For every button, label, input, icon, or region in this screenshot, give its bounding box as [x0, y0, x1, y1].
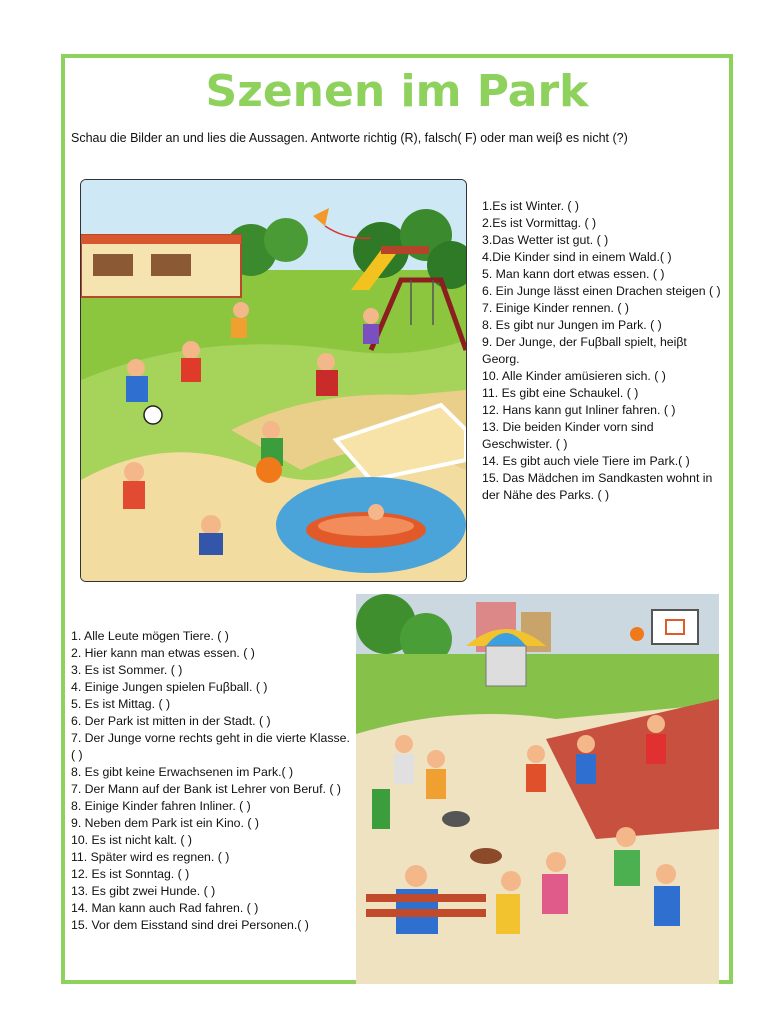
statement-2-4: 4. Einige Jungen spielen Fuβball. ( ) [71, 680, 268, 694]
statement-1-9: 9. Der Junge, der Fuβball spielt, heiβt Georg. [482, 335, 687, 366]
statement-2-1: 1. Alle Leute mögen Tiere. ( ) [71, 629, 229, 643]
statements-list-1 [482, 198, 722, 504]
statement-1-10: 10. Alle Kinder amüsieren sich. ( ) [482, 369, 666, 383]
statement-2-10: 8. Einige Kinder fahren Inliner. ( ) [71, 799, 251, 813]
statement-1-14: 14. Es gibt auch viele Tiere im Park.( ) [482, 454, 690, 468]
park-scene-illustration-2 [356, 594, 719, 984]
statement-2-15: 13. Es gibt zwei Hunde. ( ) [71, 884, 216, 898]
statement-2-13: 11. Später wird es regnen. ( ) [71, 850, 230, 864]
statement-1-13: 13. Die beiden Kinder vorn sind Geschwister. ( ) [482, 420, 654, 451]
statement-1-2: 2.Es ist Vormittag. ( ) [482, 216, 597, 230]
park-scene-illustration-1 [80, 179, 467, 582]
statement-1-3: 3.Das Wetter ist gut. ( ) [482, 233, 609, 247]
statement-1-15: 15. Das Mädchen im Sandkasten wohnt in der Nähe des Parks. ( ) [482, 471, 713, 502]
statement-2-7: 7. Der Junge vorne rechts geht in die vierte Klasse. ( ) [71, 731, 350, 762]
statement-2-5: 5. Es ist Mittag. ( ) [71, 697, 171, 711]
statement-1-4: 4.Die Kinder sind in einem Wald.( ) [482, 250, 672, 264]
instructions: Schau die Bilder an und lies die Aussagen. Antworte richtig (R), falsch( F) oder man weiβ es nicht (?) [71, 131, 628, 145]
park-scene-1-svg [81, 180, 466, 581]
statement-1-5: 5. Man kann dort etwas essen. ( ) [482, 267, 665, 281]
statement-1-1: 1.Es ist Winter. ( ) [482, 199, 580, 213]
statement-2-3: 3. Es ist Sommer. ( ) [71, 663, 183, 677]
statement-2-2: 2. Hier kann man etwas essen. ( ) [71, 646, 255, 660]
statement-2-11: 9. Neben dem Park ist ein Kino. ( ) [71, 816, 259, 830]
statement-1-11: 11. Es gibt eine Schaukel. ( ) [482, 386, 639, 400]
statements-list-2 [71, 628, 351, 934]
statement-1-12: 12. Hans kann gut Inliner fahren. ( ) [482, 403, 676, 417]
statement-2-17: 15. Vor dem Eisstand sind drei Personen.( ) [71, 918, 309, 932]
statement-2-8: 8. Es gibt keine Erwachsenen im Park.( ) [71, 765, 294, 779]
statement-2-16: 14. Man kann auch Rad fahren. ( ) [71, 901, 259, 915]
page-title: Szenen im Park [205, 66, 589, 117]
statement-2-9: 7. Der Mann auf der Bank ist Lehrer von Beruf. ( ) [71, 782, 341, 796]
statement-2-14: 12. Es ist Sonntag. ( ) [71, 867, 190, 881]
worksheet [61, 54, 733, 984]
statement-1-6: 6. Ein Junge lässt einen Drachen steigen ( ) [482, 284, 721, 298]
statement-1-7: 7. Einige Kinder rennen. ( ) [482, 301, 629, 315]
statement-1-8: 8. Es gibt nur Jungen im Park. ( ) [482, 318, 662, 332]
statement-2-6: 6. Der Park ist mitten in der Stadt. ( ) [71, 714, 271, 728]
statement-2-12: 10. Es ist nicht kalt. ( ) [71, 833, 192, 847]
park-scene-2-svg [356, 594, 719, 984]
